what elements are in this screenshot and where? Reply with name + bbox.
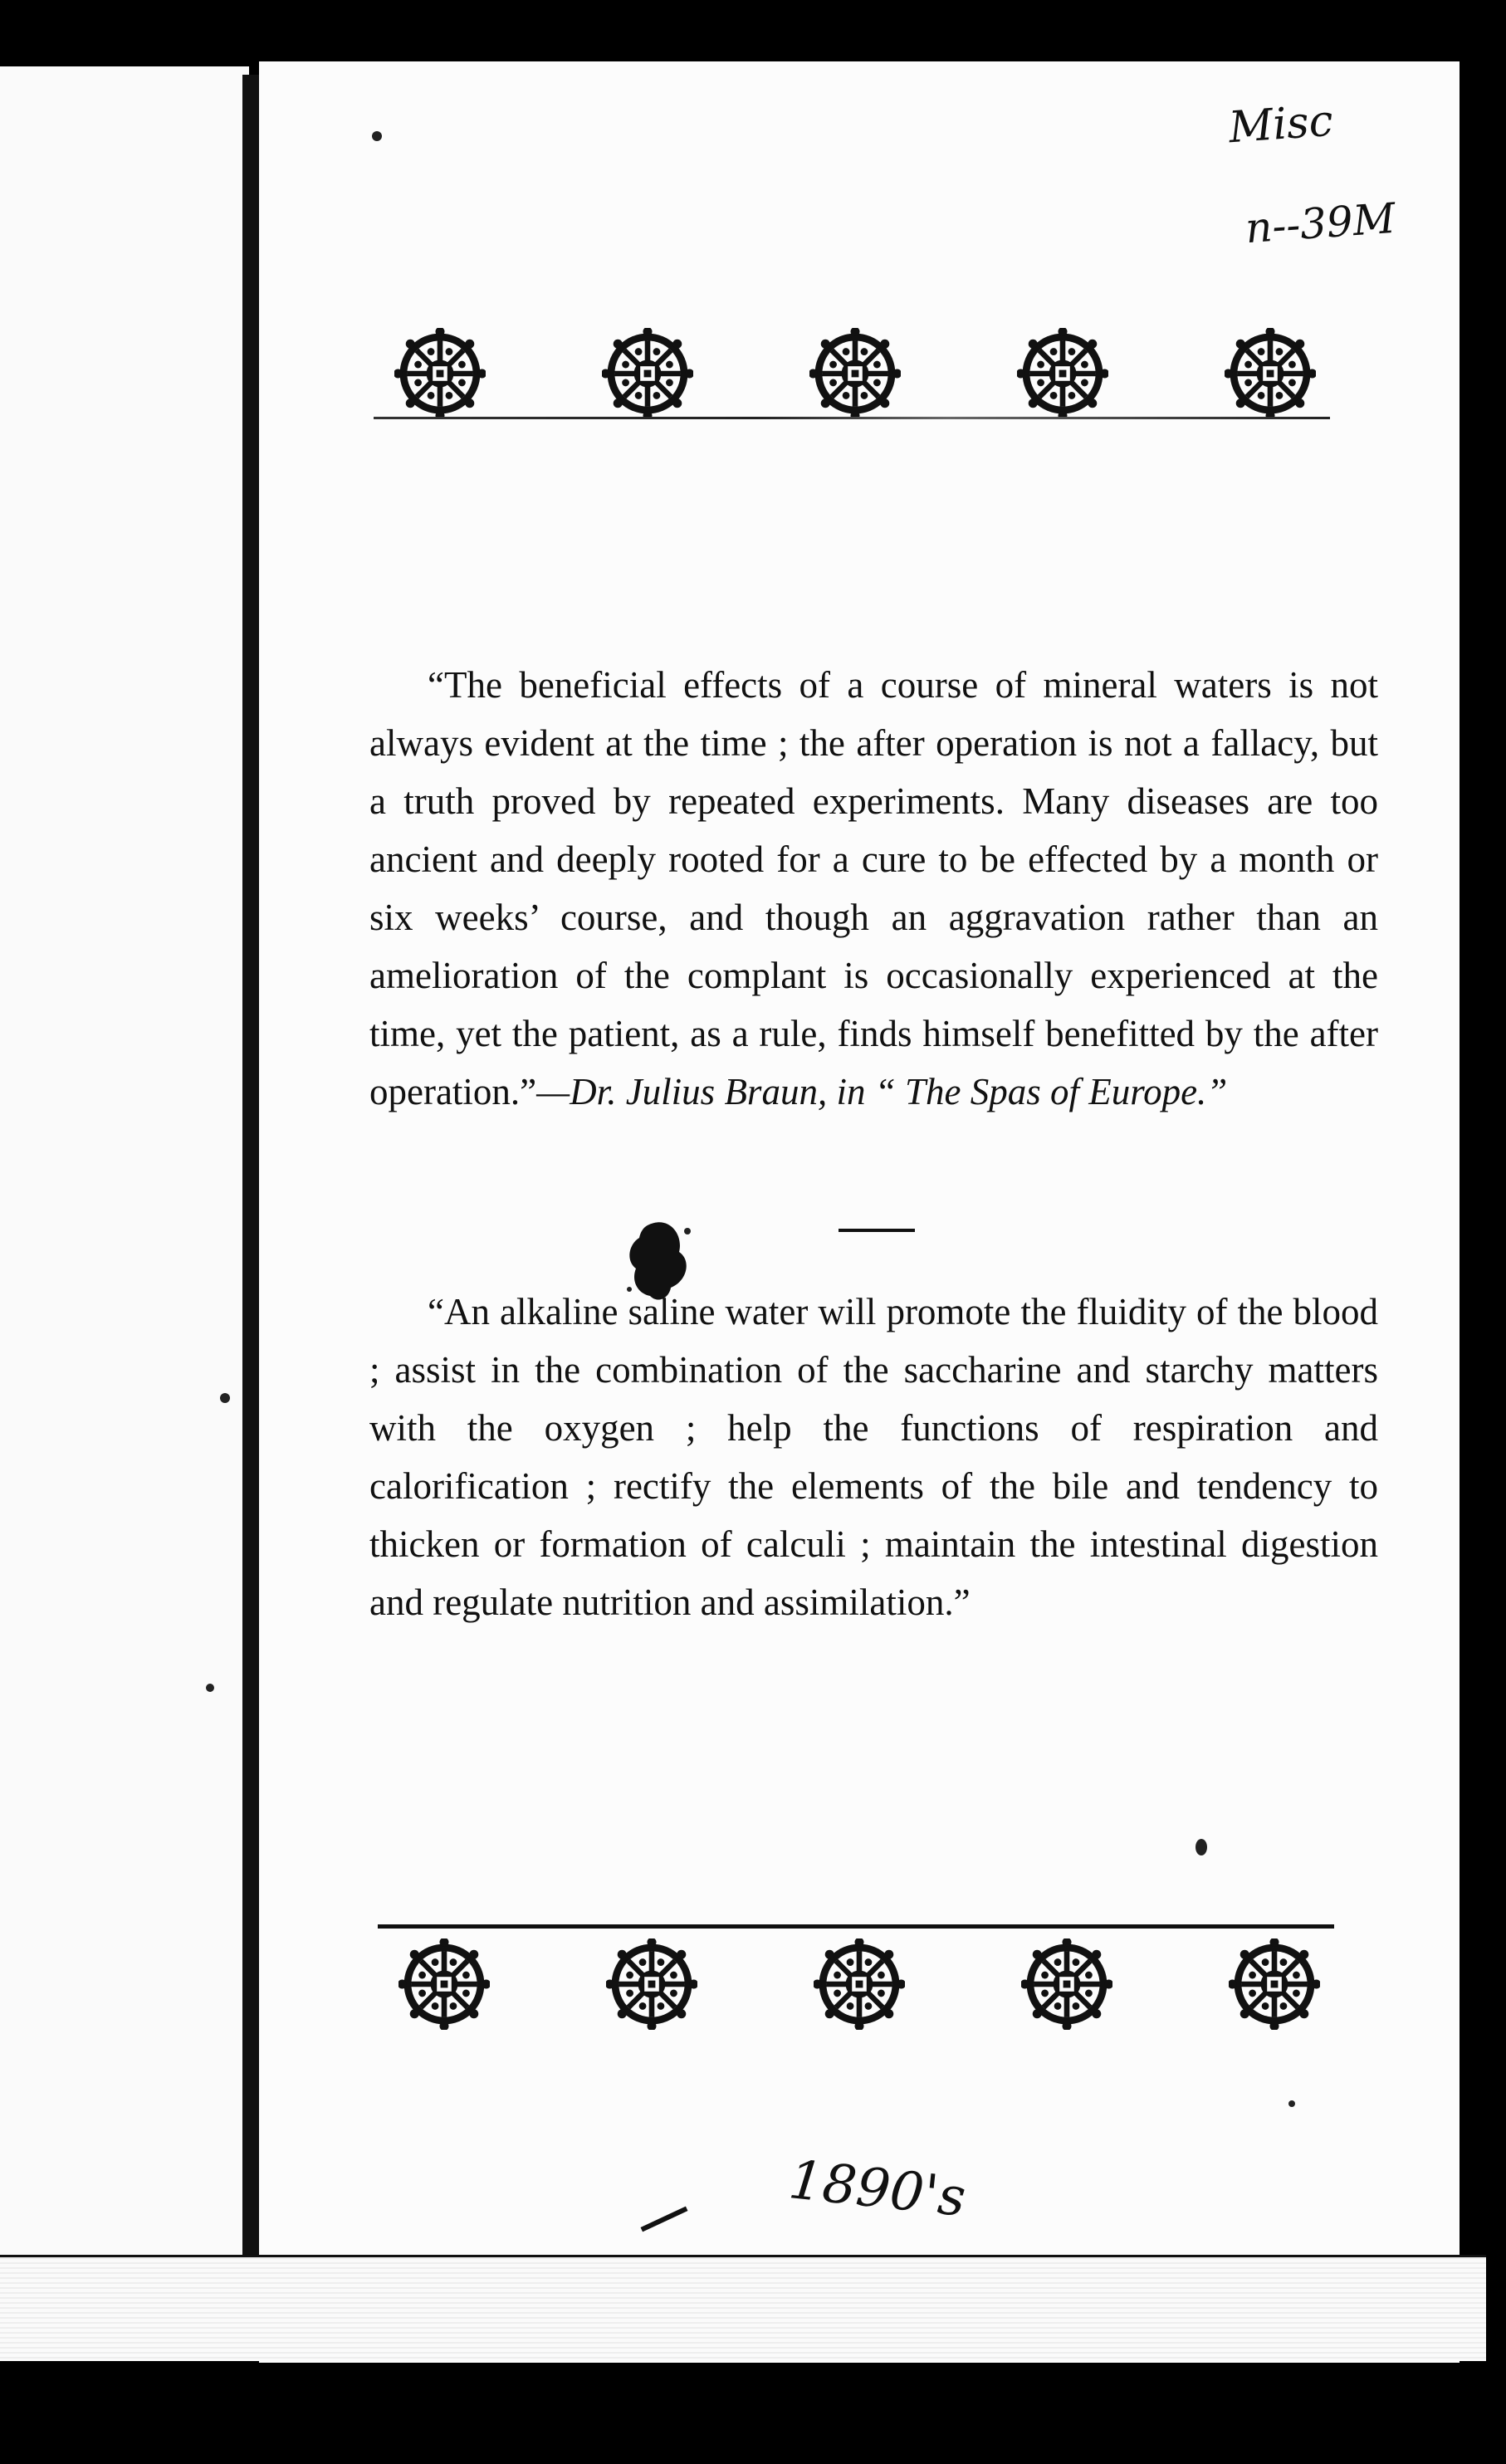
top-ornament-row (394, 328, 1316, 419)
bottom-ornament-row (399, 1938, 1320, 2030)
quote-alkaline (369, 1283, 1378, 1631)
quote-braun (369, 656, 1378, 1121)
speck (206, 1684, 214, 1692)
handwritten-note-top-second: n--39M (1244, 193, 1397, 253)
top-rule (374, 417, 1330, 419)
left-page-edge (0, 66, 249, 2358)
ship-wheel-icon (394, 328, 486, 419)
binding-spine (242, 75, 259, 2358)
quote-braun-attribution: —Dr. Julius Braun, in “ The Spas of Europe.” (536, 1071, 1228, 1112)
quote-braun-text: “The beneficial effects of a course of mineral waters is not always evident at the time ; the after operation is not a fallacy, but a truth proved by repeated experiments. Many diseases are too ancient and deeply rooted for a cure to be effected by a month or six weeks’ course, and though an aggravation rather than an amelioration of the complant is occasionally experienced at the time, yet the patient, as a rule, finds himself benefitted by the after operation.” (369, 664, 1378, 1112)
bottom-rule (378, 1924, 1334, 1929)
ship-wheel-icon (602, 328, 693, 419)
quote-alkaline-text: “An alkaline saline water will promote the fluidity of the blood ; assist in the combination of the saccharine and starchy matters with the oxygen ; help the functions of respiration and calorification ; rectify the elements of the bile and tendency to thicken or formation of calculi ; maintain the intestinal digestion and regulate nutrition and assimilation.” (369, 1291, 1378, 1623)
ship-wheel-icon (1229, 1938, 1320, 2030)
section-divider (839, 1229, 915, 1232)
speck (1288, 2100, 1295, 2107)
ship-wheel-icon (399, 1938, 490, 2030)
ship-wheel-icon (809, 328, 901, 419)
handwritten-note-bottom: 1890's (785, 2149, 969, 2229)
handwritten-note-top: Misc (1227, 95, 1335, 154)
ship-wheel-icon (1021, 1938, 1112, 2030)
speck (1196, 1839, 1207, 1855)
speck (372, 131, 382, 141)
ship-wheel-icon (1017, 328, 1108, 419)
ship-wheel-icon (1225, 328, 1316, 419)
ship-wheel-icon (606, 1938, 697, 2030)
ship-wheel-icon (814, 1938, 905, 2030)
speck (220, 1393, 230, 1403)
page-bottom-band (0, 2257, 1486, 2361)
